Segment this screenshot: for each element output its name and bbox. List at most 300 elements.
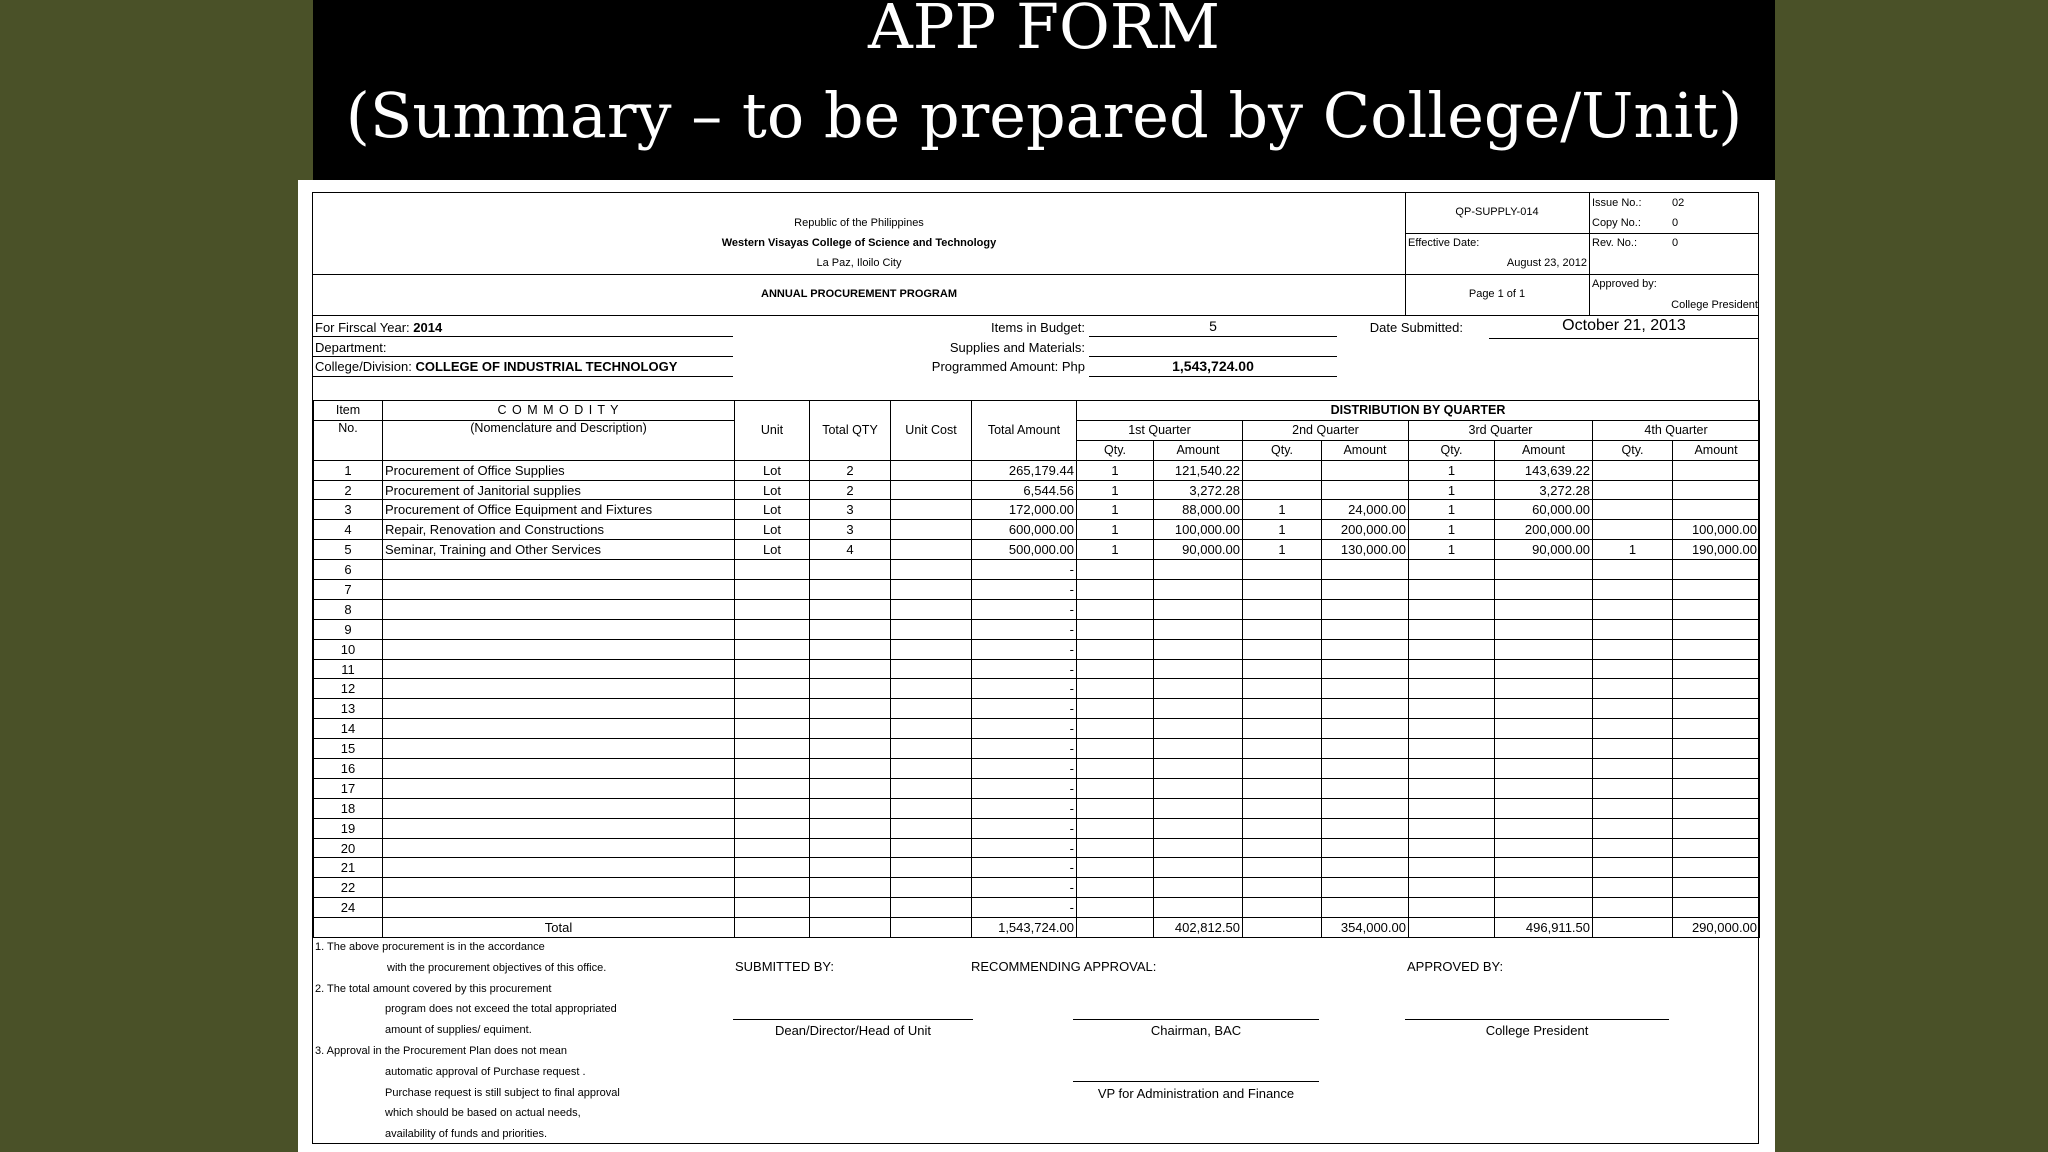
cell-desc bbox=[383, 639, 735, 659]
cell-q3q bbox=[1409, 679, 1495, 699]
cell-no: 20 bbox=[314, 838, 383, 858]
cell-q3q bbox=[1409, 759, 1495, 779]
cell-q4a bbox=[1673, 778, 1760, 798]
cell-q3a: 3,272.28 bbox=[1495, 480, 1593, 500]
cell-qty bbox=[810, 778, 891, 798]
cell-total: 265,179.44 bbox=[972, 460, 1077, 480]
cell-total: - bbox=[972, 699, 1077, 719]
cell-q4q bbox=[1593, 520, 1673, 540]
total-q2-amount: 354,000.00 bbox=[1322, 918, 1409, 938]
cell-q3q bbox=[1409, 699, 1495, 719]
table-row bbox=[314, 778, 1760, 798]
cell-cost bbox=[891, 739, 972, 759]
cell-q1q bbox=[1077, 639, 1154, 659]
cell-q1q bbox=[1077, 679, 1154, 699]
cell-q1q bbox=[1077, 599, 1154, 619]
cell-q1q bbox=[1077, 619, 1154, 639]
cell-qty bbox=[810, 818, 891, 838]
cell-no: 16 bbox=[314, 759, 383, 779]
note-line: 2. The total amount covered by this procurement bbox=[315, 982, 552, 995]
cell-q4a: 100,000.00 bbox=[1673, 520, 1760, 540]
cell-cost bbox=[891, 520, 972, 540]
cell-q1a bbox=[1154, 759, 1243, 779]
cell-unit: Lot bbox=[735, 460, 810, 480]
cell-q1a: 90,000.00 bbox=[1154, 540, 1243, 560]
school-name: Western Visayas College of Science and Technology bbox=[721, 237, 997, 249]
cell-q3q bbox=[1409, 778, 1495, 798]
total-empty-unit bbox=[735, 918, 810, 938]
cell-desc bbox=[383, 858, 735, 878]
q1-amount-header: Amount bbox=[1154, 440, 1243, 460]
cell-no: 11 bbox=[314, 659, 383, 679]
cell-qty: 2 bbox=[810, 480, 891, 500]
cell-q4q bbox=[1593, 500, 1673, 520]
cell-total: - bbox=[972, 759, 1077, 779]
col-total-qty: Total QTY bbox=[810, 401, 891, 461]
cell-q3a: 143,639.22 bbox=[1495, 460, 1593, 480]
cell-no: 15 bbox=[314, 739, 383, 759]
cell-no: 3 bbox=[314, 500, 383, 520]
q4-qty-header: Qty. bbox=[1593, 440, 1673, 460]
cell-cost bbox=[891, 540, 972, 560]
total-q4-amount: 290,000.00 bbox=[1673, 918, 1760, 938]
cell-no: 17 bbox=[314, 778, 383, 798]
procurement-form bbox=[312, 192, 1759, 1144]
cell-q3q: 1 bbox=[1409, 480, 1495, 500]
table-row bbox=[314, 599, 1760, 619]
cell-q2a bbox=[1322, 858, 1409, 878]
cell-desc bbox=[383, 719, 735, 739]
cell-total: 172,000.00 bbox=[972, 500, 1077, 520]
cell-cost bbox=[891, 460, 972, 480]
cell-q4q bbox=[1593, 480, 1673, 500]
total-amount: 1,543,724.00 bbox=[972, 918, 1077, 938]
submitted-by-label: SUBMITTED BY: bbox=[735, 959, 834, 974]
cell-q4q bbox=[1593, 639, 1673, 659]
cell-q2q: 1 bbox=[1243, 540, 1322, 560]
cell-cost bbox=[891, 858, 972, 878]
cell-desc bbox=[383, 560, 735, 580]
cell-unit bbox=[735, 679, 810, 699]
cell-qty bbox=[810, 838, 891, 858]
quarter-3: 3rd Quarter bbox=[1409, 420, 1593, 440]
cell-q4q bbox=[1593, 659, 1673, 679]
cell-q1a: 121,540.22 bbox=[1154, 460, 1243, 480]
cell-no: 22 bbox=[314, 878, 383, 898]
table-row bbox=[314, 798, 1760, 818]
cell-q2q bbox=[1243, 659, 1322, 679]
cell-desc bbox=[383, 878, 735, 898]
cell-q4a bbox=[1673, 878, 1760, 898]
cell-q3q: 1 bbox=[1409, 460, 1495, 480]
cell-q4q: 1 bbox=[1593, 540, 1673, 560]
cell-desc bbox=[383, 580, 735, 600]
programmed-value: 1,543,724.00 bbox=[1172, 358, 1254, 374]
cell-no: 12 bbox=[314, 679, 383, 699]
cell-q4a bbox=[1673, 639, 1760, 659]
cell-q3q bbox=[1409, 838, 1495, 858]
cell-no: 21 bbox=[314, 858, 383, 878]
cell-total: - bbox=[972, 560, 1077, 580]
table-row bbox=[314, 659, 1760, 679]
cell-unit bbox=[735, 699, 810, 719]
cell-unit bbox=[735, 599, 810, 619]
cell-q3a bbox=[1495, 818, 1593, 838]
cell-no: 6 bbox=[314, 560, 383, 580]
cell-desc: Procurement of Office Equipment and Fixtures bbox=[383, 500, 735, 520]
table-row bbox=[314, 560, 1760, 580]
table-row bbox=[314, 619, 1760, 639]
programmed-label: Programmed Amount: Php bbox=[931, 359, 1085, 374]
procurement-table bbox=[313, 400, 1760, 938]
cell-q3a bbox=[1495, 699, 1593, 719]
q3-qty-header: Qty. bbox=[1409, 440, 1495, 460]
cell-no: 24 bbox=[314, 898, 383, 918]
cell-unit bbox=[735, 858, 810, 878]
cell-q4q bbox=[1593, 898, 1673, 918]
cell-total: - bbox=[972, 739, 1077, 759]
cell-cost bbox=[891, 659, 972, 679]
items-label: Items in Budget: bbox=[991, 320, 1085, 335]
cell-q4a bbox=[1673, 480, 1760, 500]
cell-q4a bbox=[1673, 719, 1760, 739]
cell-q2q bbox=[1243, 778, 1322, 798]
approved-label: Approved by: bbox=[1592, 278, 1657, 290]
cell-q4a bbox=[1673, 858, 1760, 878]
cell-q3q bbox=[1409, 739, 1495, 759]
quarter-4: 4th Quarter bbox=[1593, 420, 1760, 440]
cell-no: 7 bbox=[314, 580, 383, 600]
fiscal-year-label: For Firscal Year: bbox=[315, 320, 410, 335]
cell-cost bbox=[891, 838, 972, 858]
issue-label: Issue No.: bbox=[1592, 197, 1642, 209]
cell-desc bbox=[383, 778, 735, 798]
cell-q1a bbox=[1154, 659, 1243, 679]
cell-qty: 3 bbox=[810, 520, 891, 540]
cell-q4a bbox=[1673, 619, 1760, 639]
cell-unit bbox=[735, 739, 810, 759]
cell-q2q bbox=[1243, 878, 1322, 898]
rev-value: 0 bbox=[1672, 237, 1679, 249]
cell-q1a: 88,000.00 bbox=[1154, 500, 1243, 520]
note-line: 1. The above procurement is in the accordance bbox=[315, 941, 545, 953]
cell-desc bbox=[383, 699, 735, 719]
total-empty-no bbox=[314, 918, 383, 938]
cell-q2a bbox=[1322, 659, 1409, 679]
cell-q2a bbox=[1322, 679, 1409, 699]
cell-qty bbox=[810, 639, 891, 659]
cell-q1q bbox=[1077, 798, 1154, 818]
cell-q2a bbox=[1322, 719, 1409, 739]
col-unit: Unit bbox=[735, 401, 810, 461]
college-value: COLLEGE OF INDUSTRIAL TECHNOLOGY bbox=[415, 359, 678, 374]
cell-total: - bbox=[972, 798, 1077, 818]
table-row bbox=[314, 858, 1760, 878]
school-location: La Paz, Iloilo City bbox=[816, 257, 902, 269]
cell-q2a: 200,000.00 bbox=[1322, 520, 1409, 540]
department-label: Department: bbox=[315, 340, 387, 355]
cell-q3a bbox=[1495, 838, 1593, 858]
total-q3-amount: 496,911.50 bbox=[1495, 918, 1593, 938]
cell-q3a bbox=[1495, 858, 1593, 878]
cell-no: 10 bbox=[314, 639, 383, 659]
cell-cost bbox=[891, 898, 972, 918]
cell-q2a bbox=[1322, 639, 1409, 659]
cell-q3q bbox=[1409, 818, 1495, 838]
cell-cost bbox=[891, 580, 972, 600]
president-signatory: College President bbox=[1485, 1023, 1589, 1038]
cell-no: 5 bbox=[314, 540, 383, 560]
table-row bbox=[314, 838, 1760, 858]
cell-q1q: 1 bbox=[1077, 460, 1154, 480]
cell-q3a bbox=[1495, 580, 1593, 600]
cell-q1q bbox=[1077, 659, 1154, 679]
cell-q1a bbox=[1154, 580, 1243, 600]
cell-unit bbox=[735, 818, 810, 838]
cell-q3q bbox=[1409, 580, 1495, 600]
cell-desc bbox=[383, 659, 735, 679]
cell-desc bbox=[383, 619, 735, 639]
cell-qty bbox=[810, 759, 891, 779]
quarter-2: 2nd Quarter bbox=[1243, 420, 1409, 440]
notes-block bbox=[315, 937, 620, 1145]
cell-cost bbox=[891, 778, 972, 798]
cell-total: - bbox=[972, 858, 1077, 878]
cell-q1q bbox=[1077, 759, 1154, 779]
cell-no: 14 bbox=[314, 719, 383, 739]
cell-q3q bbox=[1409, 639, 1495, 659]
doc-code: QP-SUPPLY-014 bbox=[1455, 206, 1539, 218]
cell-q3a bbox=[1495, 759, 1593, 779]
table-row bbox=[314, 719, 1760, 739]
cell-total: - bbox=[972, 659, 1077, 679]
cell-desc: Repair, Renovation and Constructions bbox=[383, 520, 735, 540]
total-q4-qty bbox=[1593, 918, 1673, 938]
cell-q3q bbox=[1409, 719, 1495, 739]
college-label: College/Division: bbox=[315, 359, 412, 374]
cell-q2q bbox=[1243, 818, 1322, 838]
cell-cost bbox=[891, 599, 972, 619]
approved-value: College President bbox=[1671, 299, 1758, 311]
q2-amount-header: Amount bbox=[1322, 440, 1409, 460]
cell-cost bbox=[891, 878, 972, 898]
cell-q4q bbox=[1593, 838, 1673, 858]
cell-q2a bbox=[1322, 739, 1409, 759]
cell-q3q bbox=[1409, 858, 1495, 878]
slide-title-band bbox=[313, 0, 1775, 180]
cell-q4a bbox=[1673, 659, 1760, 679]
cell-q4a bbox=[1673, 500, 1760, 520]
cell-unit bbox=[735, 838, 810, 858]
cell-cost bbox=[891, 719, 972, 739]
table-row bbox=[314, 759, 1760, 779]
cell-cost bbox=[891, 500, 972, 520]
cell-desc bbox=[383, 679, 735, 699]
table-row bbox=[314, 699, 1760, 719]
cell-q4q bbox=[1593, 619, 1673, 639]
table-row bbox=[314, 460, 1760, 480]
cell-q4q bbox=[1593, 858, 1673, 878]
cell-unit: Lot bbox=[735, 480, 810, 500]
cell-q4a bbox=[1673, 898, 1760, 918]
cell-qty bbox=[810, 599, 891, 619]
cell-qty: 2 bbox=[810, 460, 891, 480]
cell-unit bbox=[735, 759, 810, 779]
cell-q1a bbox=[1154, 898, 1243, 918]
cell-q4q bbox=[1593, 759, 1673, 779]
cell-unit: Lot bbox=[735, 520, 810, 540]
cell-q1a bbox=[1154, 858, 1243, 878]
cell-desc: Procurement of Office Supplies bbox=[383, 460, 735, 480]
table-row bbox=[314, 818, 1760, 838]
cell-total: - bbox=[972, 580, 1077, 600]
cell-q2a bbox=[1322, 759, 1409, 779]
cell-q1a bbox=[1154, 719, 1243, 739]
cell-q2a bbox=[1322, 778, 1409, 798]
cell-no: 4 bbox=[314, 520, 383, 540]
cell-q1a bbox=[1154, 699, 1243, 719]
cell-qty bbox=[810, 858, 891, 878]
cell-q1q bbox=[1077, 778, 1154, 798]
cell-q3q bbox=[1409, 599, 1495, 619]
program-title: ANNUAL PROCUREMENT PROGRAM bbox=[761, 288, 957, 300]
cell-cost bbox=[891, 619, 972, 639]
cell-q2q bbox=[1243, 679, 1322, 699]
cell-cost bbox=[891, 679, 972, 699]
cell-no: 1 bbox=[314, 460, 383, 480]
cell-no: 2 bbox=[314, 480, 383, 500]
cell-qty: 3 bbox=[810, 500, 891, 520]
cell-qty bbox=[810, 659, 891, 679]
chairman-signatory: Chairman, BAC bbox=[1150, 1023, 1242, 1038]
cell-q4q bbox=[1593, 560, 1673, 580]
cell-q3a bbox=[1495, 679, 1593, 699]
cell-q2a bbox=[1322, 619, 1409, 639]
cell-q4a bbox=[1673, 599, 1760, 619]
slide-subtitle: (Summary – to be prepared by College/Unit) bbox=[345, 79, 1743, 152]
total-row bbox=[314, 918, 1760, 938]
table-row bbox=[314, 540, 1760, 560]
cell-q3q bbox=[1409, 898, 1495, 918]
cell-q1q bbox=[1077, 898, 1154, 918]
cell-q3a bbox=[1495, 659, 1593, 679]
cell-q2a bbox=[1322, 798, 1409, 818]
cell-q3a bbox=[1495, 560, 1593, 580]
cell-q4q bbox=[1593, 719, 1673, 739]
cell-no: 8 bbox=[314, 599, 383, 619]
cell-q2q bbox=[1243, 599, 1322, 619]
cell-q2a bbox=[1322, 699, 1409, 719]
cell-qty bbox=[810, 719, 891, 739]
cell-qty bbox=[810, 798, 891, 818]
q4-amount-header: Amount bbox=[1673, 440, 1760, 460]
slide-title: APP FORM bbox=[868, 0, 1220, 63]
cell-q3q bbox=[1409, 560, 1495, 580]
cell-desc bbox=[383, 838, 735, 858]
cell-q1q: 1 bbox=[1077, 540, 1154, 560]
table-row bbox=[314, 500, 1760, 520]
approved-by-label: APPROVED BY: bbox=[1407, 959, 1504, 974]
total-empty-qty bbox=[810, 918, 891, 938]
cell-q4q bbox=[1593, 599, 1673, 619]
cell-q3a bbox=[1495, 599, 1593, 619]
cell-desc bbox=[383, 759, 735, 779]
col-total-amount: Total Amount bbox=[972, 401, 1077, 461]
cell-q4q bbox=[1593, 798, 1673, 818]
cell-q3q bbox=[1409, 659, 1495, 679]
cell-q1q bbox=[1077, 858, 1154, 878]
cell-q3q: 1 bbox=[1409, 520, 1495, 540]
cell-q4q bbox=[1593, 679, 1673, 699]
col-commodity: C O M M O D I T Y bbox=[383, 401, 735, 421]
total-q1-amount: 402,812.50 bbox=[1154, 918, 1243, 938]
q2-qty-header: Qty. bbox=[1243, 440, 1322, 460]
cell-total: - bbox=[972, 878, 1077, 898]
cell-qty bbox=[810, 580, 891, 600]
cell-q2q bbox=[1243, 858, 1322, 878]
cell-q4q bbox=[1593, 580, 1673, 600]
note-line: program does not exceed the total appropriated bbox=[385, 1003, 617, 1016]
cell-q2a bbox=[1322, 818, 1409, 838]
cell-q4a bbox=[1673, 759, 1760, 779]
note-line: availability of funds and priorities. bbox=[385, 1128, 548, 1141]
cell-cost bbox=[891, 639, 972, 659]
cell-q3a: 60,000.00 bbox=[1495, 500, 1593, 520]
cell-q2q bbox=[1243, 838, 1322, 858]
date-submitted-value: October 21, 2013 bbox=[1562, 317, 1686, 334]
cell-q3q: 1 bbox=[1409, 500, 1495, 520]
cell-unit: Lot bbox=[735, 500, 810, 520]
cell-q1a: 100,000.00 bbox=[1154, 520, 1243, 540]
cell-cost bbox=[891, 560, 972, 580]
cell-cost bbox=[891, 759, 972, 779]
cell-total: - bbox=[972, 639, 1077, 659]
cell-desc bbox=[383, 898, 735, 918]
cell-q2q bbox=[1243, 699, 1322, 719]
quarter-1: 1st Quarter bbox=[1077, 420, 1243, 440]
cell-q1a bbox=[1154, 560, 1243, 580]
cell-q4a bbox=[1673, 679, 1760, 699]
note-line: Purchase request is still subject to final approval bbox=[385, 1086, 620, 1099]
cell-desc: Seminar, Training and Other Services bbox=[383, 540, 735, 560]
cell-q3q bbox=[1409, 619, 1495, 639]
date-submitted-label: Date Submitted: bbox=[1369, 320, 1463, 335]
cell-q1a bbox=[1154, 599, 1243, 619]
cell-q1q bbox=[1077, 838, 1154, 858]
cell-q4q bbox=[1593, 778, 1673, 798]
cell-total: - bbox=[972, 719, 1077, 739]
cell-q4q bbox=[1593, 739, 1673, 759]
cell-unit bbox=[735, 580, 810, 600]
fiscal-year-row bbox=[315, 320, 442, 335]
cell-q2a: 130,000.00 bbox=[1322, 540, 1409, 560]
note-line: which should be based on actual needs, bbox=[385, 1107, 581, 1120]
cell-no: 18 bbox=[314, 798, 383, 818]
table-row bbox=[314, 480, 1760, 500]
cell-cost bbox=[891, 818, 972, 838]
col-item: Item bbox=[314, 401, 383, 421]
cell-q3q: 1 bbox=[1409, 540, 1495, 560]
col-unit-cost: Unit Cost bbox=[891, 401, 972, 461]
supplies-label: Supplies and Materials: bbox=[949, 340, 1085, 355]
table-row bbox=[314, 679, 1760, 699]
cell-q3a bbox=[1495, 878, 1593, 898]
cell-desc bbox=[383, 798, 735, 818]
cell-q1q: 1 bbox=[1077, 520, 1154, 540]
table-row bbox=[314, 580, 1760, 600]
cell-q2a bbox=[1322, 560, 1409, 580]
cell-q2q bbox=[1243, 580, 1322, 600]
